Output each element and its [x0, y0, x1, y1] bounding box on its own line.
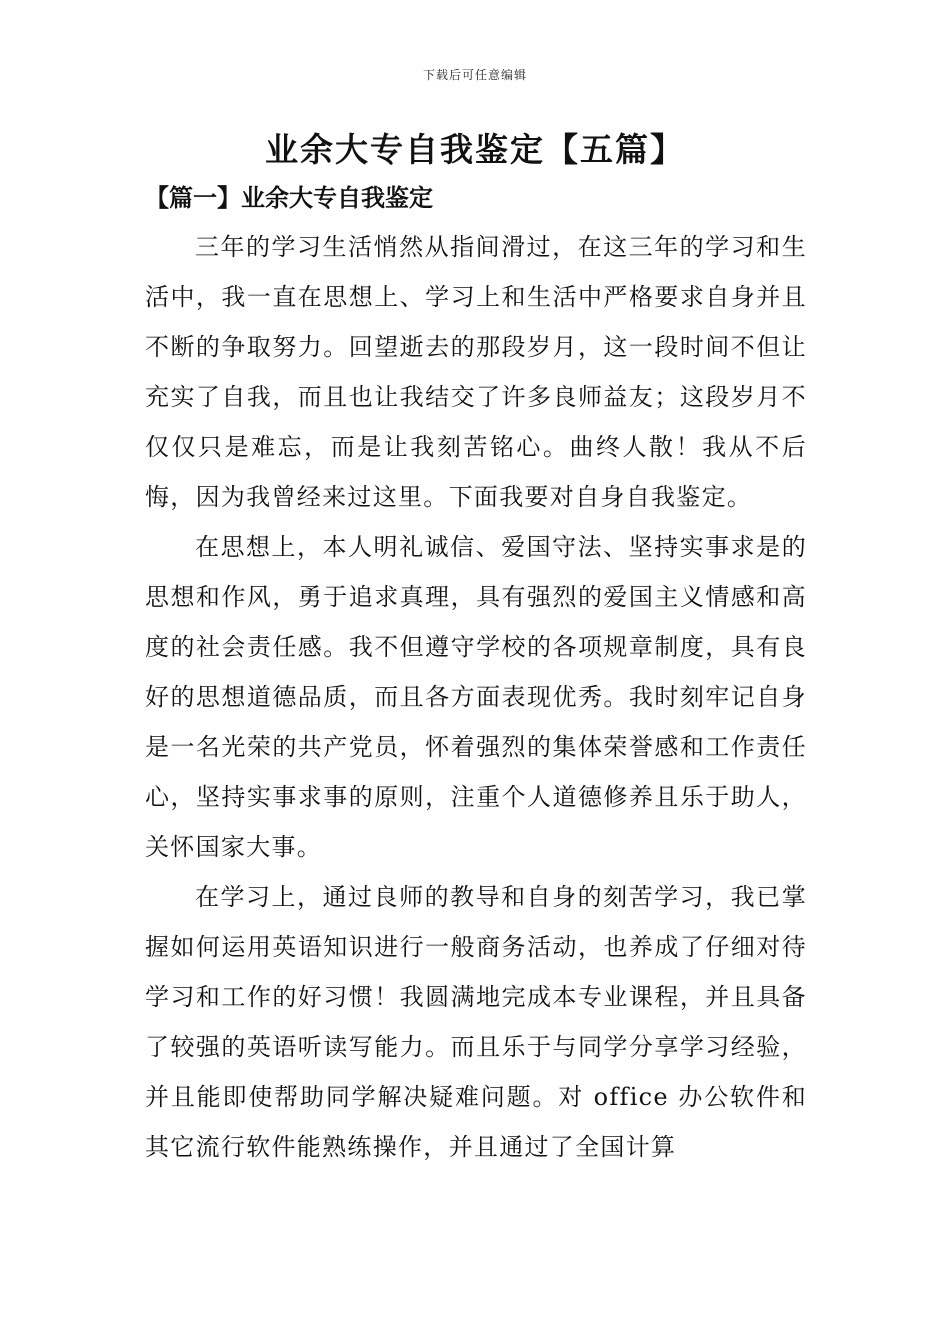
- header-note: 下载后可任意编辑: [422, 68, 527, 82]
- paragraph-thought: 在思想上，本人明礼诚信、爱国守法、坚持实事求是的思想和作风，勇于追求真理，具有强烈的爱国主义情感和高度的社会责任感。我不但遵守学校的各项规章制度，具有良好的思想道德品质，而且各方面表现优秀。我时刻牢记自身是一名光荣的共产党员，怀着强烈的集体荣誉感和工作责任心，坚持实事求事的原则，注重个人道德修养且乐于助人，关怀国家大事。: [145, 533, 807, 861]
- document-body: [145, 222, 807, 1172]
- paragraph-intro: 三年的学习生活悄然从指间滑过，在这三年的学习和生活中，我一直在思想上、学习上和生活中严格要求自身并且不断的争取努力。回望逝去的那段岁月，这一段时间不但让充实了自我，而且也让我结交了许多良师益友；这段岁月不仅仅只是难忘，而是让我刻苦铭心。曲终人散！我从不后悔，因为我曾经来过这里。下面我要对自身自我鉴定。: [145, 233, 807, 511]
- document-title: 业余大专自我鉴定【五篇】: [265, 130, 685, 169]
- paragraph-study: 在学习上，通过良师的教导和自身的刻苦学习，我已掌握如何运用英语知识进行一般商务活动，也养成了仔细对待学习和工作的好习惯！我圆满地完成本专业课程，并且具备了较强的英语听读写能力。而且乐于与同学分享学习经验，并且能即使帮助同学解决疑难问题。对 office 办公软件和其它流行软件能熟练操作，并且通过了全国计算: [145, 883, 807, 1161]
- section-heading: 【篇一】业余大专自我鉴定: [145, 183, 433, 212]
